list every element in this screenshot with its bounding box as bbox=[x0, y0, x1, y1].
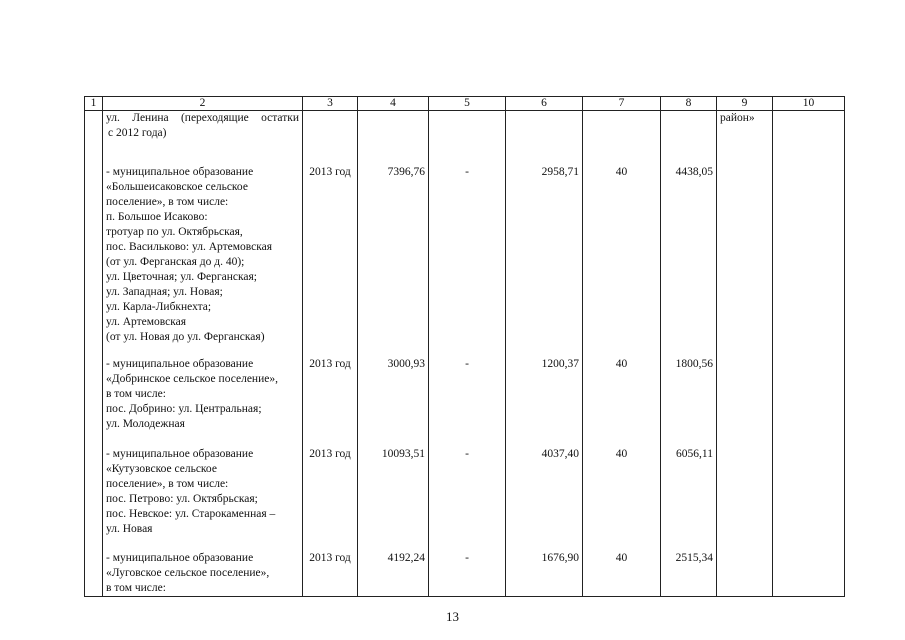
description-line: тротуар по ул. Октябрьская, bbox=[106, 226, 243, 238]
description-line: пос. Добрино: ул. Центральная; bbox=[106, 403, 262, 415]
cell-col5: - bbox=[429, 165, 506, 357]
cell-col5: - bbox=[429, 357, 506, 447]
cell-responsible bbox=[717, 357, 773, 447]
description-line: ул. Цветочная; ул. Ферганская; bbox=[106, 271, 257, 283]
cell-col1 bbox=[85, 551, 103, 597]
cell-year: 2013 год bbox=[303, 551, 358, 597]
cell-col7 bbox=[583, 111, 661, 166]
cell-responsible bbox=[717, 551, 773, 597]
column-header-4: 4 bbox=[358, 97, 429, 111]
cell-col8: 4438,05 bbox=[661, 165, 717, 357]
cell-total: 4192,24 bbox=[358, 551, 429, 597]
description-line: ул. Молодежная bbox=[106, 418, 185, 430]
table-row bbox=[85, 447, 845, 551]
column-header-1: 1 bbox=[85, 97, 103, 111]
description-line: «Большеисаковское сельское bbox=[106, 181, 248, 193]
column-header-2: 2 bbox=[103, 97, 303, 111]
description-line: в том числе: bbox=[106, 582, 166, 594]
description-line: «Кутузовское сельское bbox=[106, 463, 217, 475]
description-line: - муниципальное образование bbox=[106, 358, 254, 370]
cell-year bbox=[303, 111, 358, 166]
description-line: ул. Карла-Либкнехта; bbox=[106, 301, 212, 313]
column-header-8: 8 bbox=[661, 97, 717, 111]
funding-table bbox=[84, 96, 845, 597]
description-line: поселение», в том числе: bbox=[106, 478, 229, 490]
description-line: с 2012 года) bbox=[108, 127, 167, 139]
cell-col10 bbox=[773, 165, 845, 357]
cell-responsible: район» bbox=[717, 111, 773, 166]
cell-col6: 2958,71 bbox=[506, 165, 583, 357]
cell-col10 bbox=[773, 551, 845, 597]
description-line: - муниципальное образование bbox=[106, 448, 254, 460]
description-line: ул. Артемовская bbox=[106, 316, 187, 328]
table-row bbox=[85, 357, 845, 447]
cell-col6 bbox=[506, 111, 583, 166]
cell-col6: 1200,37 bbox=[506, 357, 583, 447]
cell-total: 7396,76 bbox=[358, 165, 429, 357]
cell-year: 2013 год bbox=[303, 357, 358, 447]
description-line: ул. Западная; ул. Новая; bbox=[106, 286, 223, 298]
cell-col8: 2515,34 bbox=[661, 551, 717, 597]
cell-col5 bbox=[429, 111, 506, 166]
cell-col10 bbox=[773, 447, 845, 551]
cell-col1 bbox=[85, 447, 103, 551]
cell-col1 bbox=[85, 111, 103, 166]
cell-col7: 40 bbox=[583, 165, 661, 357]
cell-description bbox=[103, 551, 303, 597]
cell-col8: 1800,56 bbox=[661, 357, 717, 447]
cell-col10 bbox=[773, 111, 845, 166]
description-line: - муниципальное образование bbox=[106, 552, 254, 564]
description-line: - муниципальное образование bbox=[106, 166, 254, 178]
cell-year: 2013 год bbox=[303, 165, 358, 357]
description-line: ул. Ленина (переходящие остатки bbox=[106, 112, 299, 124]
column-header-6: 6 bbox=[506, 97, 583, 111]
cell-col5: - bbox=[429, 447, 506, 551]
description-line: «Добринское сельское поселение», bbox=[106, 373, 278, 385]
cell-responsible bbox=[717, 447, 773, 551]
cell-col7: 40 bbox=[583, 447, 661, 551]
column-header-7: 7 bbox=[583, 97, 661, 111]
cell-col1 bbox=[85, 165, 103, 357]
column-header-3: 3 bbox=[303, 97, 358, 111]
description-line: п. Большое Исаково: bbox=[106, 211, 208, 223]
description-line: (от ул. Ферганская до д. 40); bbox=[106, 256, 245, 268]
intro-row bbox=[85, 111, 845, 166]
description-line: (от ул. Новая до ул. Ферганская) bbox=[106, 331, 265, 343]
description-line: ул. Новая bbox=[106, 523, 153, 535]
description-line: пос. Невское: ул. Старокаменная – bbox=[106, 508, 276, 520]
cell-total bbox=[358, 111, 429, 166]
cell-col6: 1676,90 bbox=[506, 551, 583, 597]
table-row bbox=[85, 551, 845, 597]
cell-col1 bbox=[85, 357, 103, 447]
cell-description bbox=[103, 357, 303, 447]
cell-year: 2013 год bbox=[303, 447, 358, 551]
cell-col10 bbox=[773, 357, 845, 447]
cell-col8 bbox=[661, 111, 717, 166]
cell-total: 10093,51 bbox=[358, 447, 429, 551]
cell-description bbox=[103, 447, 303, 551]
table-row bbox=[85, 165, 845, 357]
cell-col7: 40 bbox=[583, 357, 661, 447]
cell-col5: - bbox=[429, 551, 506, 597]
cell-responsible bbox=[717, 165, 773, 357]
cell-col8: 6056,11 bbox=[661, 447, 717, 551]
description-line: пос. Васильково: ул. Артемовская bbox=[106, 241, 273, 253]
column-header-9: 9 bbox=[717, 97, 773, 111]
description-line: пос. Петрово: ул. Октябрьская; bbox=[106, 493, 258, 505]
cell-col6: 4037,40 bbox=[506, 447, 583, 551]
description-line: «Луговское сельское поселение», bbox=[106, 567, 270, 579]
page-number: 13 bbox=[446, 609, 459, 624]
cell-col7: 40 bbox=[583, 551, 661, 597]
column-header-5: 5 bbox=[429, 97, 506, 111]
cell-description bbox=[103, 111, 303, 166]
description-line: в том числе: bbox=[106, 388, 166, 400]
header-row bbox=[85, 97, 845, 111]
column-header-10: 10 bbox=[773, 97, 845, 111]
cell-description bbox=[103, 165, 303, 357]
description-line: поселение», в том числе: bbox=[106, 196, 229, 208]
cell-total: 3000,93 bbox=[358, 357, 429, 447]
